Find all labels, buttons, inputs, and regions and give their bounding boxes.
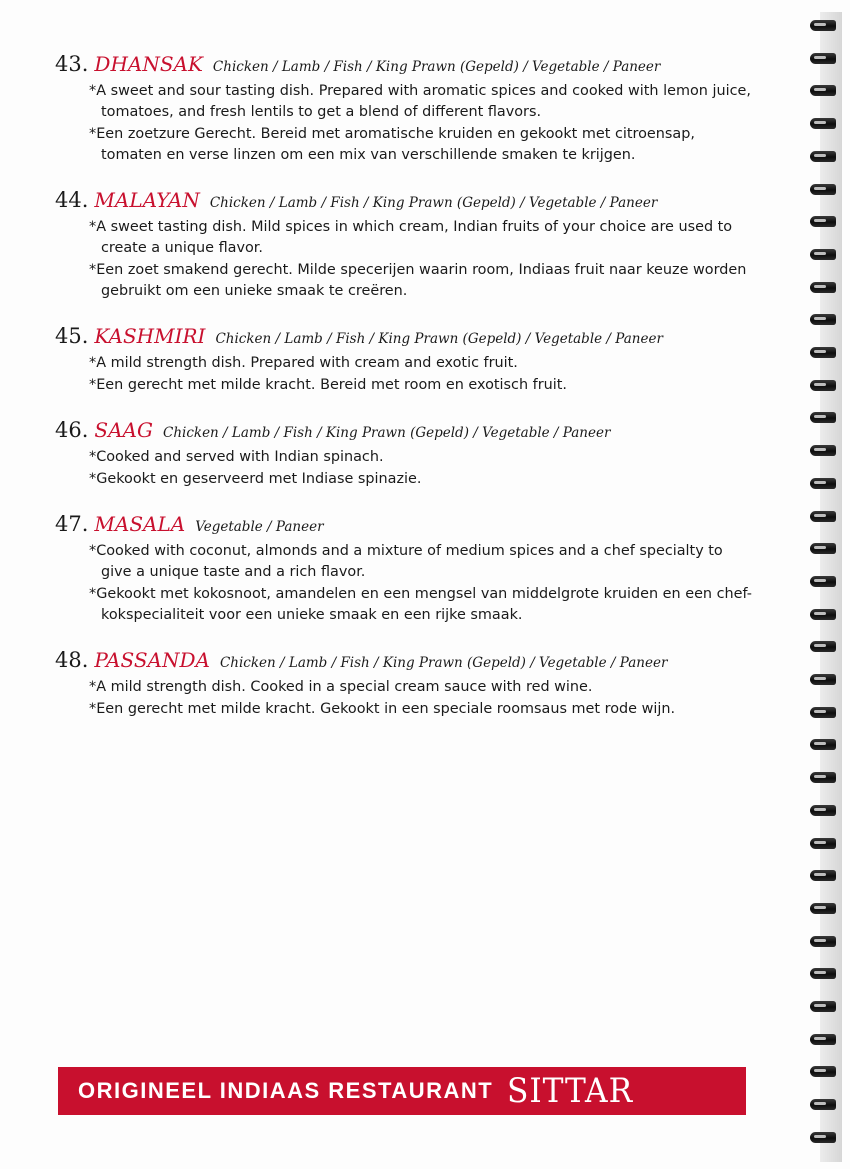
dish-item: [55, 52, 755, 166]
dish-name: SAAG: [94, 418, 153, 442]
dish-number: 48.: [55, 648, 89, 672]
binding-ring-icon: [810, 903, 836, 914]
binding-ring-icon: [810, 543, 836, 554]
binding-ring-icon: [810, 347, 836, 358]
binding-ring-icon: [810, 85, 836, 96]
dish-name: MASALA: [94, 512, 186, 536]
dish-number: 45.: [55, 324, 89, 348]
binding-ring-icon: [810, 641, 836, 652]
description-dutch: *Een gerecht met milde kracht. Gekookt in een speciale roomsaus met rode wijn.: [89, 701, 676, 717]
description-english: *A sweet tasting dish. Mild spices in which cream, Indian fruits of your choice are used to create a unique flavor.: [89, 219, 733, 256]
dish-name: DHANSAK: [94, 52, 203, 76]
binding-ring-icon: [810, 936, 836, 947]
binding-ring-icon: [810, 739, 836, 750]
dish-number: 44.: [55, 188, 89, 212]
binding-ring-icon: [810, 445, 836, 456]
description-english: *A mild strength dish. Cooked in a special cream sauce with red wine.: [89, 679, 593, 695]
binding-ring-icon: [810, 1132, 836, 1143]
dish-number: 47.: [55, 512, 89, 536]
dish-options: Vegetable / Paneer: [195, 519, 324, 535]
binding-ring-icon: [810, 53, 836, 64]
description-english: *A sweet and sour tasting dish. Prepared with aromatic spices and cooked with lemon juice, tomatoes, and fresh lentils to get a blend of different flavors.: [89, 83, 751, 120]
dish-options: Chicken / Lamb / Fish / King Prawn (Gepeld) / Vegetable / Paneer: [209, 195, 658, 211]
dish-item: [55, 188, 755, 302]
binding-ring-icon: [810, 805, 836, 816]
dish-options: Chicken / Lamb / Fish / King Prawn (Gepeld) / Vegetable / Paneer: [219, 655, 668, 671]
binding-ring-icon: [810, 1001, 836, 1012]
binding-ring-icon: [810, 609, 836, 620]
binding-ring-icon: [810, 184, 836, 195]
dish-header: [55, 648, 755, 672]
binding-ring-icon: [810, 380, 836, 391]
binding-ring-icon: [810, 1034, 836, 1045]
banner-text: ORIGINEEL INDIAAS RESTAURANT: [78, 1078, 494, 1103]
description-english: *A mild strength dish. Prepared with cream and exotic fruit.: [89, 355, 518, 371]
dish-options: Chicken / Lamb / Fish / King Prawn (Gepeld) / Vegetable / Paneer: [215, 331, 663, 347]
binding-ring-icon: [810, 968, 836, 979]
dish-header: [55, 418, 755, 442]
description-dutch: *Een gerecht met milde kracht. Bereid met room en exotisch fruit.: [89, 377, 567, 393]
dish-options: Chicken / Lamb / Fish / King Prawn (Gepeld) / Vegetable / Paneer: [212, 59, 661, 75]
description-english: *Cooked and served with Indian spinach.: [89, 449, 384, 465]
dish-header: [55, 512, 755, 536]
restaurant-logo: SITTAR: [507, 1071, 634, 1111]
binding-ring-icon: [810, 314, 836, 325]
binding-ring-icon: [810, 216, 836, 227]
dish-number: 46.: [55, 418, 89, 442]
dish-item: [55, 418, 755, 490]
dish-name: MALAYAN: [94, 188, 200, 212]
binding-ring-icon: [810, 838, 836, 849]
binding-ring-icon: [810, 707, 836, 718]
binding-ring-icon: [810, 478, 836, 489]
binding-ring-icon: [810, 576, 836, 587]
description-dutch: *Een zoetzure Gerecht. Bereid met aromatische kruiden en gekookt met citroensap, tomaten en verse linzen om een mix van verschillende smaken te krijgen.: [89, 126, 695, 163]
binding-ring-icon: [810, 412, 836, 423]
spiral-binding-icon: [806, 12, 842, 1162]
dish-number: 43.: [55, 52, 89, 76]
restaurant-banner: [58, 1067, 746, 1115]
binding-ring-icon: [810, 674, 836, 685]
dish-header: [55, 324, 755, 348]
binding-ring-icon: [810, 1066, 836, 1077]
dish-item: [55, 648, 755, 720]
description-dutch: *Een zoet smakend gerecht. Milde specerijen waarin room, Indiaas fruit naar keuze worden gebruikt om een unieke smaak te creëren.: [89, 262, 747, 299]
dish-header: [55, 52, 755, 76]
binding-ring-icon: [810, 20, 836, 31]
binding-ring-icon: [810, 118, 836, 129]
dish-item: [55, 512, 755, 626]
dish-name: KASHMIRI: [94, 324, 206, 348]
binding-ring-icon: [810, 511, 836, 522]
dish-item: [55, 324, 755, 396]
description-dutch: *Gekookt met kokosnoot, amandelen en een mengsel van middelgrote kruiden en een chef- kokspecialiteit voor een unieke smaak en een rijke smaak.: [89, 586, 752, 623]
dish-options: Chicken / Lamb / Fish / King Prawn (Gepeld) / Vegetable / Paneer: [162, 425, 611, 441]
description-english: *Cooked with coconut, almonds and a mixture of medium spices and a chef specialty to give a unique taste and a rich flavor.: [89, 543, 723, 580]
binding-ring-icon: [810, 1099, 836, 1110]
binding-ring-icon: [810, 282, 836, 293]
binding-ring-icon: [810, 772, 836, 783]
binding-ring-icon: [810, 151, 836, 162]
description-dutch: *Gekookt en geserveerd met Indiase spinazie.: [89, 471, 422, 487]
dish-header: [55, 188, 755, 212]
dish-name: PASSANDA: [94, 648, 210, 672]
dish-list: [55, 52, 755, 742]
binding-ring-icon: [810, 870, 836, 881]
binding-ring-icon: [810, 249, 836, 260]
